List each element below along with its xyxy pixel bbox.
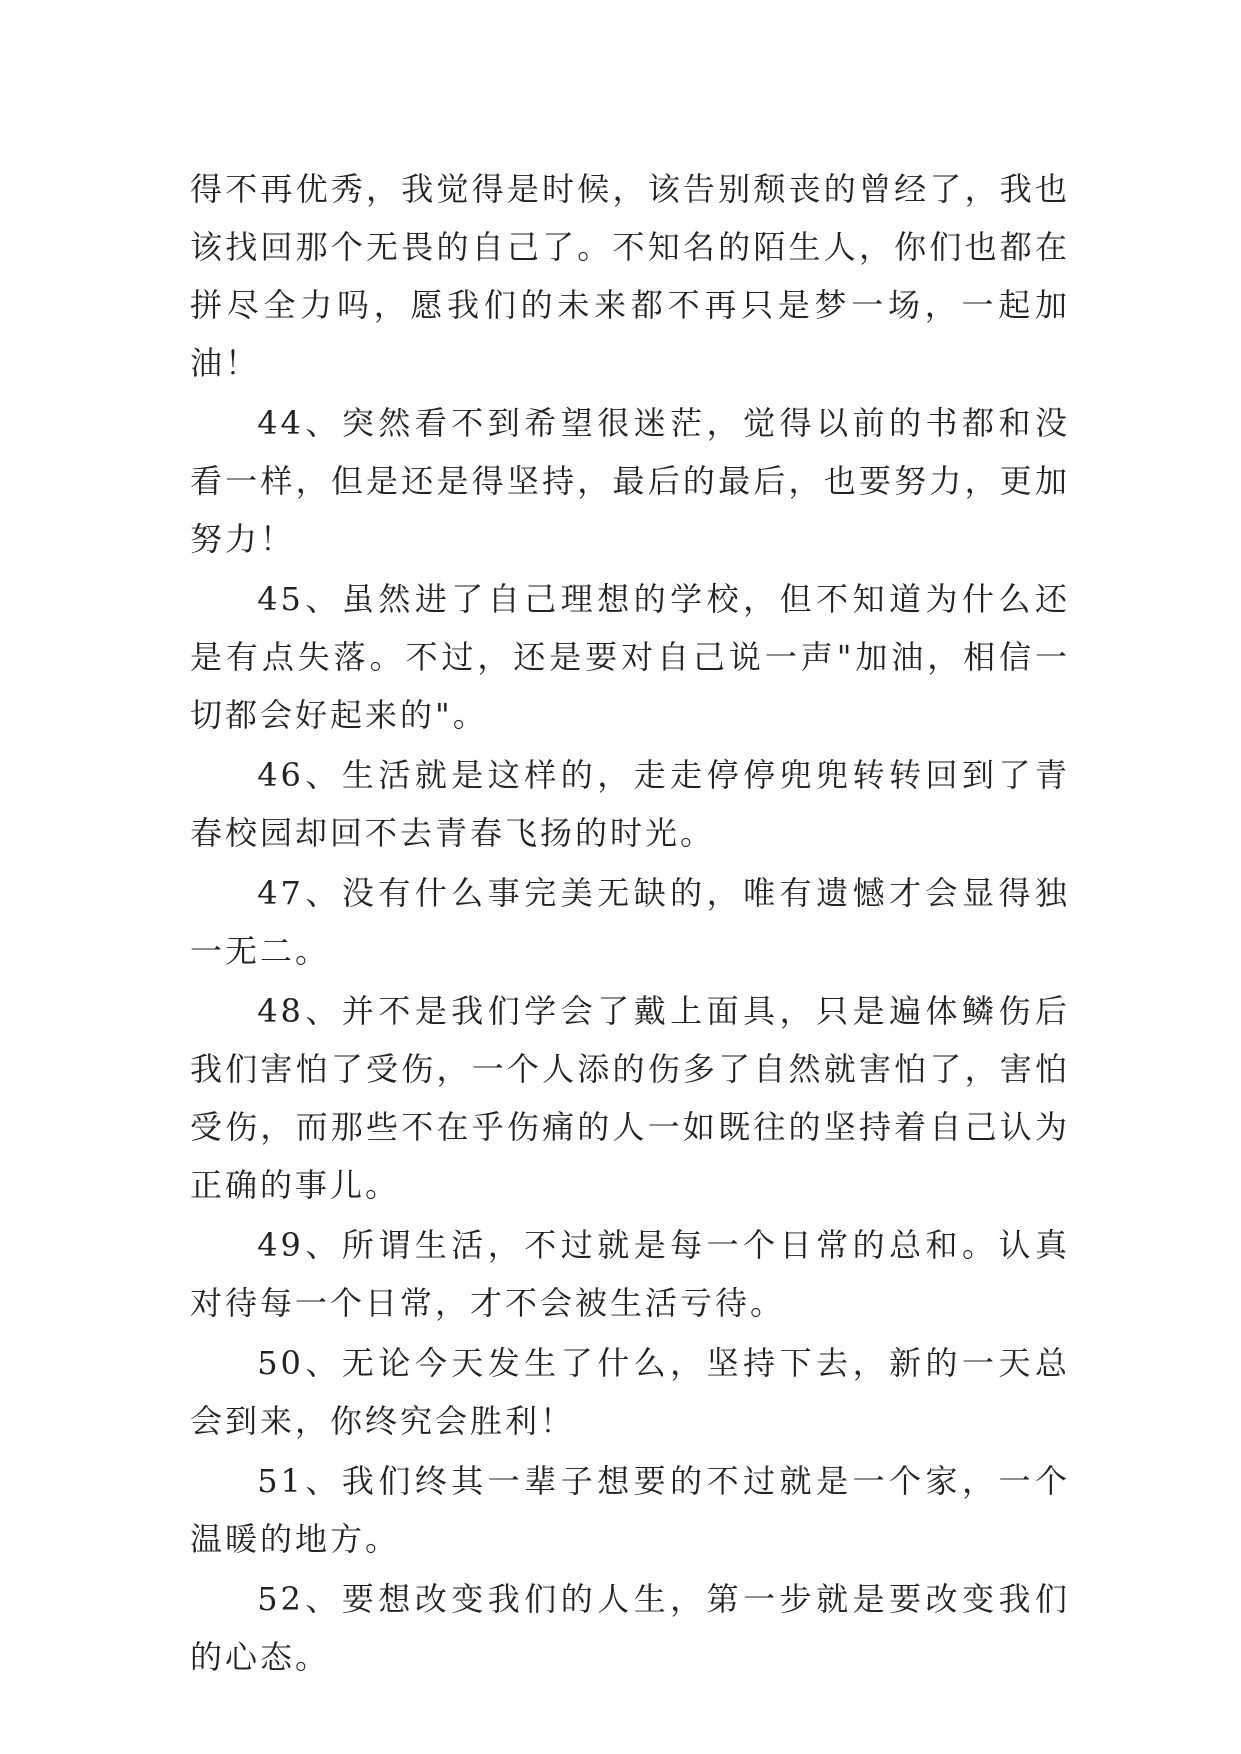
paragraph-50: 50、无论今天发生了什么，坚持下去，新的一天总会到来，你终究会胜利！ bbox=[190, 1344, 1070, 1440]
paragraph-48: 48、并不是我们学会了戴上面具，只是遍体鳞伤后我们害怕了受伤，一个人添的伤多了自然就害怕了，害怕受伤，而那些不在乎伤痛的人一如既往的坚持着自己认为正确的事儿。 bbox=[190, 992, 1070, 1204]
paragraph-44: 44、突然看不到希望很迷茫，觉得以前的书都和没看一样，但是还是得坚持，最后的最后，也要努力，更加努力！ bbox=[190, 404, 1070, 558]
paragraph-46: 46、生活就是这样的，走走停停兜兜转转回到了青春校园却回不去青春飞扬的时光。 bbox=[190, 756, 1070, 852]
paragraph-51: 51、我们终其一辈子想要的不过就是一个家，一个温暖的地方。 bbox=[190, 1462, 1070, 1558]
document-body bbox=[190, 160, 1070, 1688]
paragraph-47: 47、没有什么事完美无缺的，唯有遗憾才会显得独一无二。 bbox=[190, 874, 1070, 970]
paragraph-49: 49、所谓生活，不过就是每一个日常的总和。认真对待每一个日常，才不会被生活亏待。 bbox=[190, 1226, 1070, 1322]
paragraph-52: 52、要想改变我们的人生，第一步就是要改变我们的心态。 bbox=[190, 1580, 1070, 1676]
paragraph-43-continuation: 得不再优秀，我觉得是时候，该告别颓丧的曾经了，我也该找回那个无畏的自己了。不知名的陌生人，你们也都在拼尽全力吗，愿我们的未来都不再只是梦一场，一起加油！ bbox=[190, 170, 1070, 382]
paragraph-45: 45、虽然进了自己理想的学校，但不知道为什么还是有点失落。不过，还是要对自己说一声"加油，相信一切都会好起来的"。 bbox=[190, 580, 1070, 734]
